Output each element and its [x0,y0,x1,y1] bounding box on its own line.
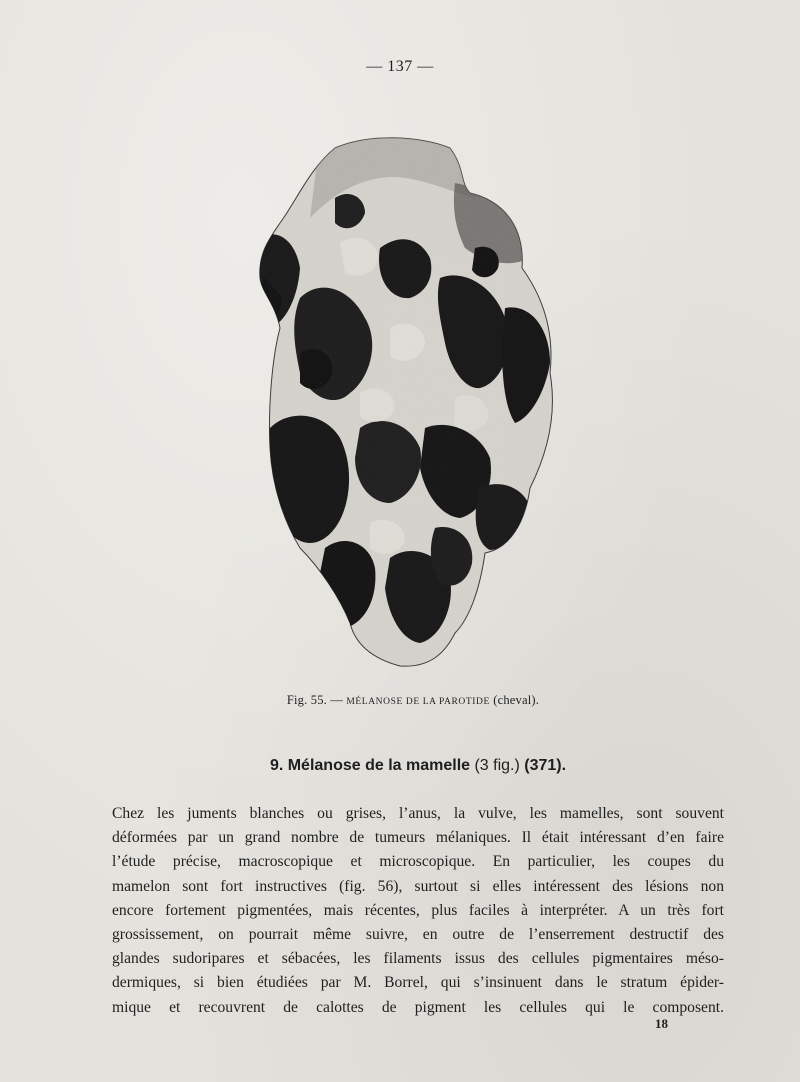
figure-melanosis-parotid [240,128,570,673]
caption-prefix: Fig. 55. — [286,693,347,707]
body-line: déformées par un grand nombre de tumeurs mélaniques. Il était intéressant d’en faire [112,829,724,847]
caption-smallcaps: MÉLANOSE DE LA PAROTIDE [346,697,490,707]
body-paragraph [112,802,724,1020]
body-line: grossissement, on pourrait même suivre, en outre de l’enserrement destructif des [112,926,724,944]
figure-caption [0,693,800,708]
section-title-ref: (371). [524,757,567,774]
body-line: dermiques, si bien étudiées par M. Borrel, qui s’insinuent dans le stratum épider- [112,974,724,992]
section-title-bold: Mélanose de la mamelle [283,757,471,774]
signature-mark: 18 [655,1016,668,1031]
body-line: mique et recouvrent de calottes de pigment les cellules qui le composent. [112,998,724,1016]
body-line: Chez les juments blanches ou grises, l’anus, la vulve, les mamelles, sont souvent [112,805,724,822]
body-line: l’étude précise, macroscopique et microscopique. En particulier, les coupes du [112,853,724,871]
body-line: encore fortement pigmentées, mais récentes, plus faciles à interpréter. A un très fort [112,901,724,919]
caption-suffix: (cheval). [489,693,540,707]
body-line: glandes sudoripares et sébacées, les filaments issus des cellules pigmentaires méso- [112,950,724,968]
melanosis-parotid-specimen-illustration [240,128,570,673]
section-number: 9. [269,757,284,774]
section-title-plain: (3 fig.) [470,757,525,774]
body-line: mamelon sont fort instructives (fig. 56), surtout si elles intéressent des lésions non [112,877,724,895]
section-title [0,757,800,775]
page-number: — 137 — [366,58,434,75]
